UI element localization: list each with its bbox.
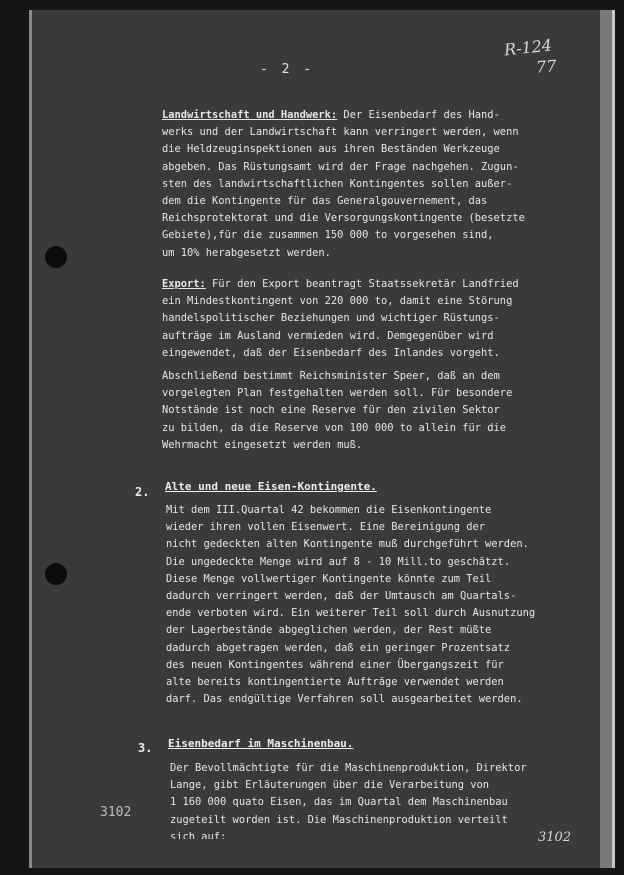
page-edge <box>600 10 612 868</box>
text-line: dadurch abgetragen werden, daß ein geringer Prozentsatz <box>166 641 511 654</box>
text-line: vorgelegten Plan festgehalten werden soll. Für besondere <box>162 387 513 400</box>
heading-agriculture: Landwirtschaft und Handwerk: <box>162 109 338 121</box>
heading-export: Export: <box>162 278 206 290</box>
punch-hole <box>45 563 67 585</box>
text-line: Abschließend bestimmt Reichsminister Speer, daß an dem <box>162 370 500 382</box>
paragraph-conclusion <box>162 368 512 454</box>
paragraph-agriculture <box>162 107 525 262</box>
text-line: werks und der Landwirtschaft kann verringert werden, wenn <box>162 126 519 139</box>
text-line: darf. Das endgültige Verfahren soll ausgearbeitet werden. <box>166 693 523 706</box>
text-line: sten des landwirtschaftlichen Kontingentes sollen außer- <box>162 177 513 190</box>
text-line: zugeteilt worden ist. Die Maschinenproduktion verteilt <box>170 813 508 826</box>
text-line: dem die Kontingente für das Generalgouvernement, das <box>162 195 488 208</box>
text-line: Diese Menge vollwertiger Kontingente könnte zum Teil <box>166 572 492 585</box>
paragraph-export <box>162 276 519 362</box>
text-line: Wehrmacht eingesetzt werden muß. <box>162 438 363 451</box>
text-line: der Lagerbestände abgeglichen werden, der Rest müßte <box>166 624 492 637</box>
page-edge-light <box>612 10 615 868</box>
text-line: ein Mindestkontingent von 220 000 to, damit eine Störung <box>162 295 513 308</box>
text-line: Für den Export beantragt Staatssekretär Landfried <box>205 278 519 290</box>
text-line: nicht gedeckten alten Kontingente muß durchgeführt werden. <box>166 538 529 551</box>
text-line: zu bilden, da die Reserve von 100 000 to allein für die <box>162 421 507 434</box>
text-line: Der Bevollmächtigte für die Maschinenproduktion, Direktor <box>170 762 527 774</box>
section-number: 2. <box>135 485 150 499</box>
text-line: Mit dem III.Quartal 42 bekommen die Eisenkontingente <box>166 504 492 516</box>
archive-stamp-number: 3102 <box>100 805 132 820</box>
text-line: alte bereits kontingentierte Aufträge verwendet werden <box>166 676 504 689</box>
handwritten-page-number: 3102 <box>538 830 572 845</box>
text-line: des neuen Kontingentes während einer Übergangszeit für <box>166 658 504 671</box>
text-line: Die ungedeckte Menge wird auf 8 - 10 Mill.to geschätzt. <box>166 555 511 568</box>
handwritten-reference-number: 77 <box>535 56 557 77</box>
text-line: ende verboten wird. Ein weiterer Teil soll durch Ausnutzung <box>166 607 536 620</box>
text-line: um 10% herabgesetzt werden. <box>162 246 331 259</box>
section-heading-machine-building: Eisenbedarf im Maschinenbau. <box>168 737 354 750</box>
text-line: sich auf: <box>170 830 227 839</box>
section-heading-iron-quotas: Alte und neue Eisen-Kontingente. <box>165 480 377 493</box>
text-line: Lange, gibt Erläuterungen über die Verarbeitung von <box>170 779 490 792</box>
paragraph-iron-quotas <box>166 502 535 708</box>
text-line: Der Eisenbedarf des Hand- <box>337 109 500 121</box>
punch-hole <box>45 246 67 268</box>
paragraph-machine-building <box>170 760 527 839</box>
text-line: 1 160 000 quato Eisen, das im Quartal dem Maschinenbau <box>170 796 508 809</box>
text-line: Gebiete),für die zusammen 150 000 to vorgesehen sind, <box>162 229 494 242</box>
text-line: wieder ihren vollen Eisenwert. Eine Bereinigung der <box>166 521 486 534</box>
text-line: aufträge im Ausland vermieden wird. Demgegenüber wird <box>162 329 494 342</box>
text-line: eingewendet, daß der Eisenbedarf des Inlandes vorgeht. <box>162 346 500 359</box>
text-line: handelspolitischer Beziehungen und wichtiger Rüstungs- <box>162 312 500 325</box>
text-line: Reichsprotektorat und die Versorgungskontingente (besetzte <box>162 212 525 225</box>
section-number: 3. <box>138 741 153 755</box>
handwritten-reference: R-124 <box>503 35 553 60</box>
text-line: abgeben. Das Rüstungsamt wird der Frage nachgehen. Zugun- <box>162 160 519 173</box>
page-number: - 2 - <box>260 62 315 77</box>
text-line: Notstände ist noch eine Reserve für den zivilen Sektor <box>162 404 500 417</box>
text-line: die Heldzeuginspektionen aus ihren Beständen Werkzeuge <box>162 143 500 156</box>
text-line: dadurch verringert werden, daß der Umtausch am Quartals- <box>166 590 517 603</box>
